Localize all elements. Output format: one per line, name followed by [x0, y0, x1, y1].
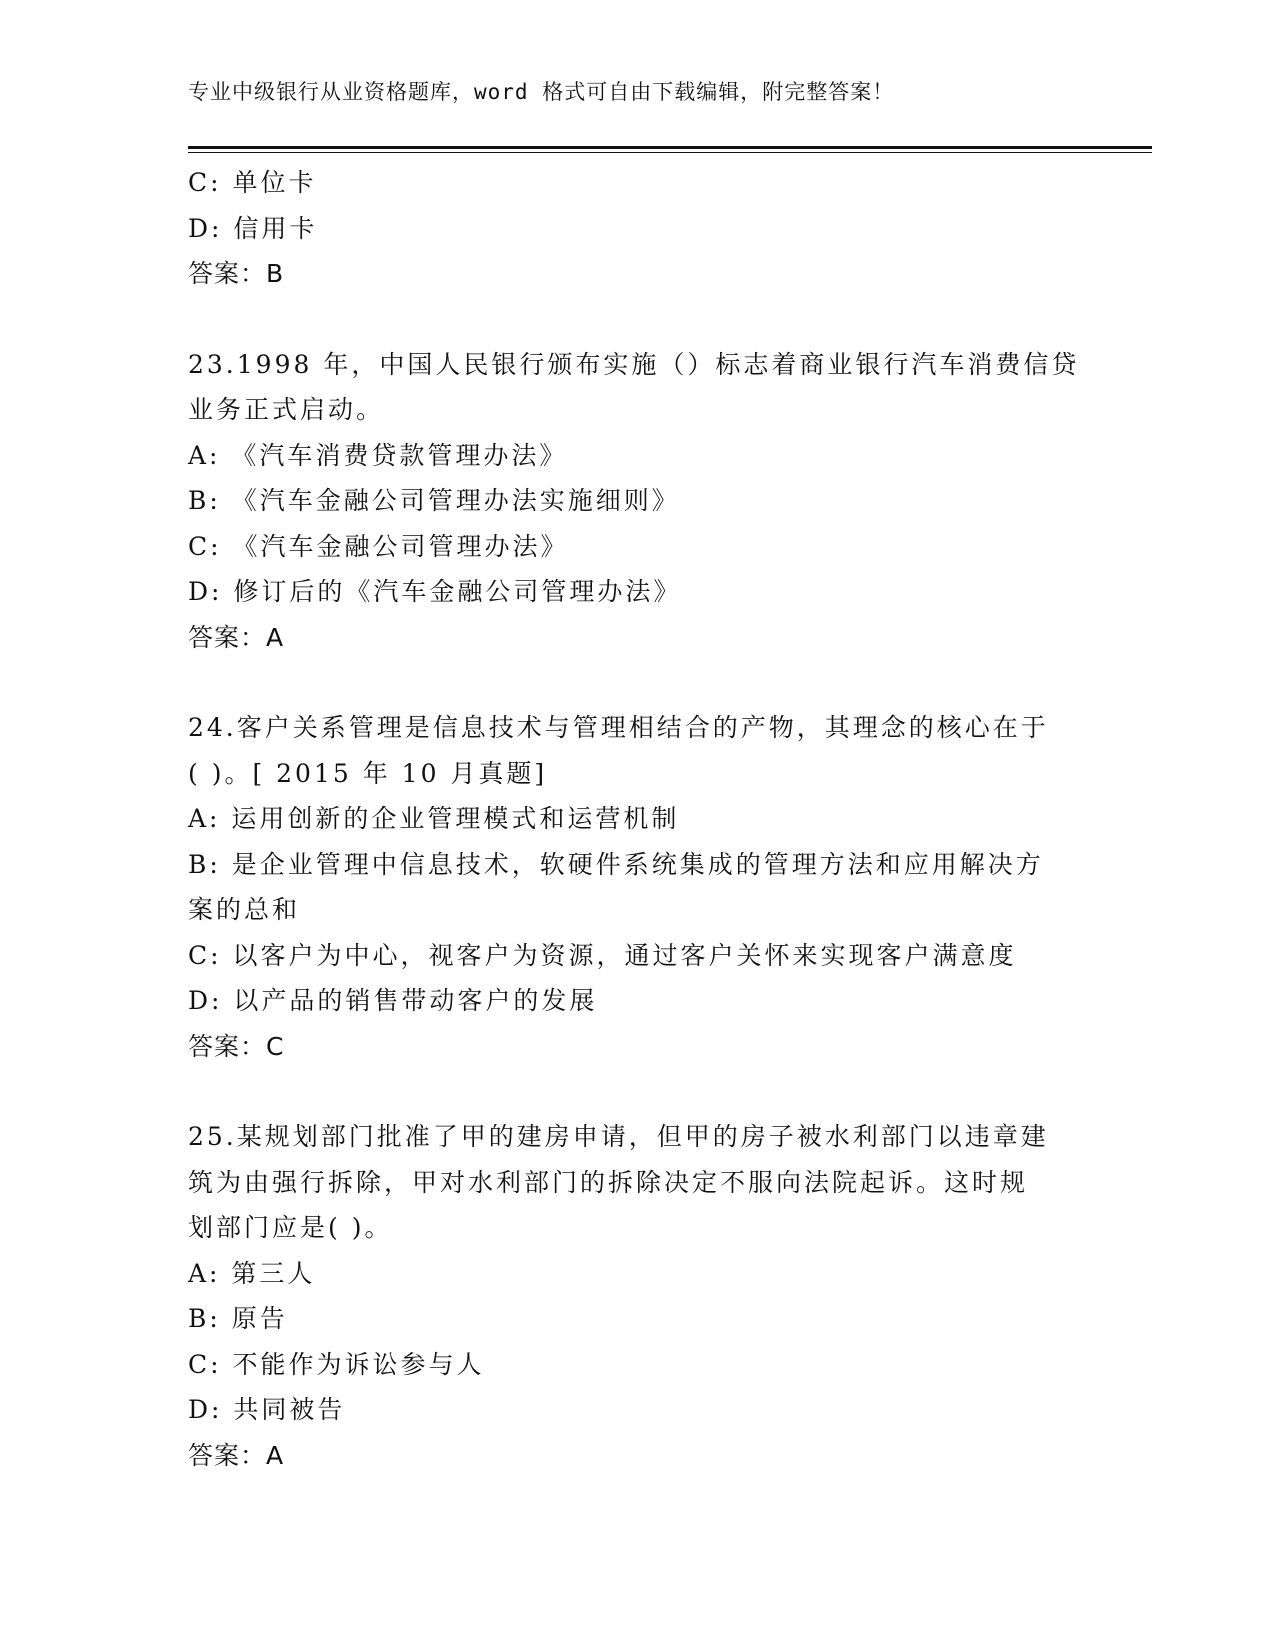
answer: 答案：C	[188, 1031, 285, 1061]
option-d: D: 共同被告	[188, 1395, 346, 1424]
option-a: A: 《汽车消费贷款管理办法》	[188, 440, 568, 470]
option-b: B: 是企业管理中信息技术，软硬件系统集成的管理方法和应用解决方	[188, 849, 1044, 879]
option-c: C: 以客户为中心，视客户为资源，通过客户关怀来实现客户满意度	[188, 940, 1017, 970]
question-text-line: 业务正式启动。	[188, 395, 385, 424]
option-d: D: 信用卡	[188, 213, 318, 243]
option-a: A: 第三人	[188, 1258, 316, 1288]
option-d: D: 修订后的《汽车金融公司管理办法》	[188, 577, 682, 606]
question-23	[188, 342, 1088, 661]
question-text-line: 25.某规划部门批准了甲的建房申请，但甲的房子被水利部门以违章建	[188, 1122, 1049, 1151]
answer: 答案：B	[188, 259, 285, 288]
option-b-continued: 案的总和	[188, 895, 301, 924]
option-c: C: 《汽车金融公司管理办法》	[188, 531, 569, 561]
header-divider-thick	[188, 146, 1152, 149]
question-text-line: 划部门应是( )。	[188, 1213, 393, 1242]
question-text-line: 23.1998 年，中国人民银行颁布实施（）标志着商业银行汽车消费信贷	[188, 349, 1080, 379]
question-24	[188, 705, 1088, 1069]
answer: 答案：A	[188, 1440, 285, 1470]
option-a: A: 运用创新的企业管理模式和运营机制	[188, 804, 680, 833]
page-header: 专业中级银行从业资格题库，word 格式可自由下载编辑，附完整答案！	[188, 80, 895, 104]
question-text-line: 24.客户关系管理是信息技术与管理相结合的产物，其理念的核心在于	[188, 713, 1049, 742]
option-c: C: 单位卡	[188, 168, 317, 197]
question-text-line: 筑为由强行拆除，甲对水利部门的拆除决定不服向法院起诉。这时规	[188, 1167, 1029, 1197]
question-list	[188, 160, 1088, 1523]
header-divider-thin	[188, 152, 1152, 153]
question-text-line: ( )。[ 2015 年 10 月真题]	[188, 758, 548, 788]
option-c: C: 不能作为诉讼参与人	[188, 1349, 485, 1379]
option-b: B: 原告	[188, 1304, 288, 1333]
option-d: D: 以产品的销售带动客户的发展	[188, 986, 598, 1015]
option-b: B: 《汽车金融公司管理办法实施细则》	[188, 486, 680, 515]
answer: 答案：A	[188, 622, 285, 652]
question-25	[188, 1114, 1088, 1478]
